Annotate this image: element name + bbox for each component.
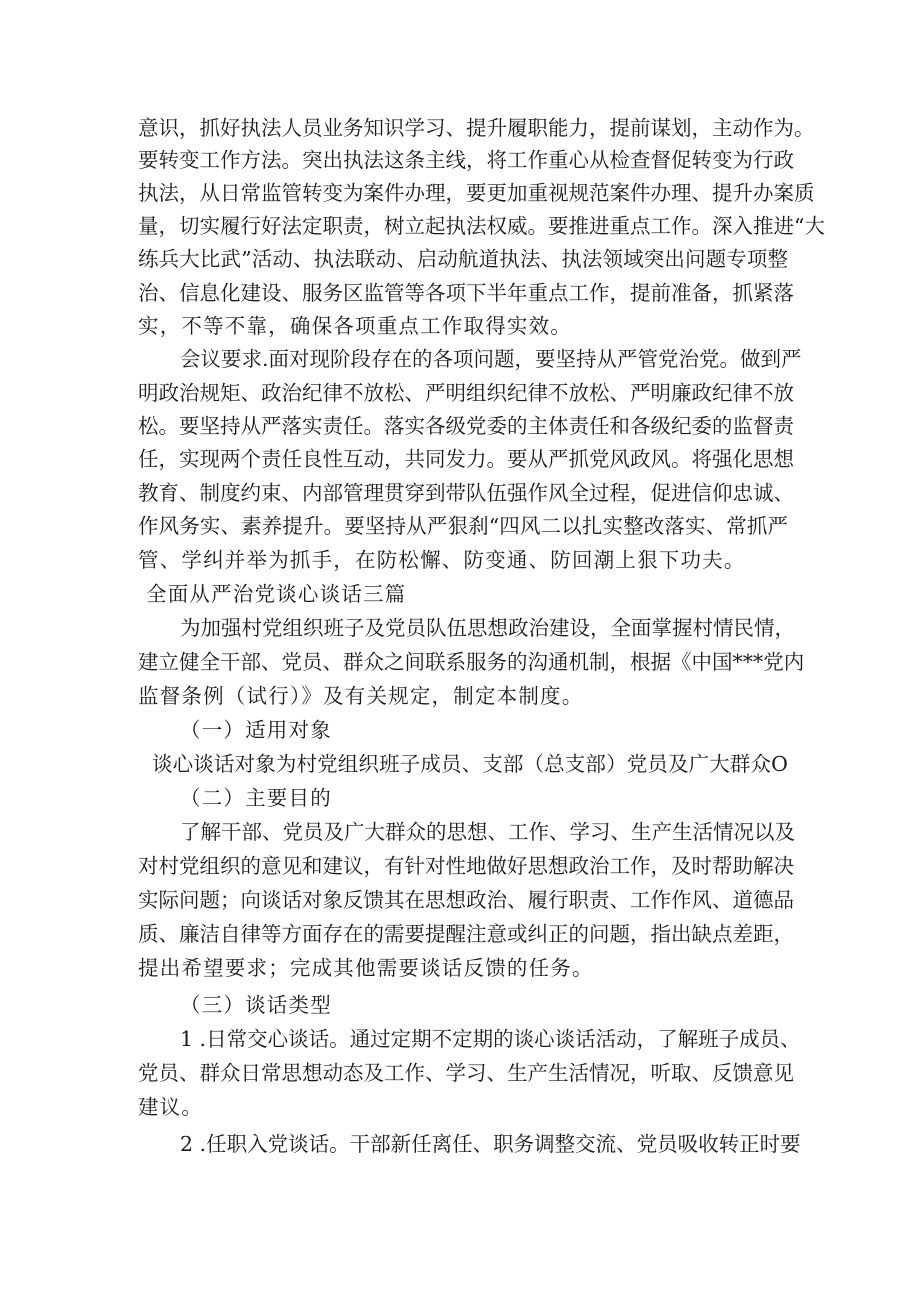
paragraph-line: 明政治规矩、政治纪律不放松、严明组织纪律不放松、严明廉政纪律不放: [138, 381, 794, 405]
section-title: 全面从严治党谈心谈话三篇: [146, 582, 407, 606]
paragraph-line: 质、廉洁自律等方面存在的需要提醒注意或纠正的问题，指出缺点差距，: [138, 922, 794, 946]
paragraph-line: 了解干部、党员及广大群众的思想、工作、学习、生产生活情况以及: [180, 820, 795, 844]
paragraph-line: 2 .任职入党谈话。干部新任离任、职务调整交流、党员吸收转正时要: [180, 1132, 801, 1156]
paragraph-line: 谈心谈话对象为村党组织班子成员、支部（总支部）党员及广大群众O: [152, 752, 788, 776]
paragraph-line: 会议要求.面对现阶段存在的各项问题，要坚持从严管党治党。做到严: [180, 347, 802, 371]
paragraph-line: 量，切实履行好法定职责，树立起执法权威。要推进重点工作。深入推进“大: [138, 214, 825, 238]
paragraph-line: 作风务实、素养提升。要坚持从严狠刹“四风二以扎实整改落实、常抓严: [138, 514, 788, 538]
paragraph-line: 对村党组织的意见和建议，有针对性地做好思想政治工作，及时帮助解决: [138, 854, 794, 878]
subsection-heading: （三）谈话类型: [180, 993, 332, 1017]
subsection-heading: （二）主要目的: [180, 786, 332, 810]
paragraph-line: 练兵大比武”活动、执法联动、启动航道执法、执法领域突出问题专项整: [138, 247, 788, 271]
paragraph-line: 要转变工作方法。突出执法这条主线，将工作重心从检查督促转变为行政: [138, 148, 794, 172]
paragraph-line: 教育、制度约束、内部管理贯穿到带队伍强作风全过程，促进信仰忠诚、: [138, 481, 794, 505]
paragraph-line: 管、学纠并举为抓手，在防松懈、防变通、防回潮上狠下功夫。: [138, 548, 746, 572]
paragraph-line: 治、信息化建设、服务区监管等各项下半年重点工作，提前准备，抓紧落: [138, 281, 794, 305]
paragraph-line: 1 .日常交心谈话。通过定期不定期的谈心谈话活动，了解班子成员、: [180, 1027, 801, 1051]
paragraph-line: 意识，抓好执法人员业务知识学习、提升履职能力，提前谋划，主动作为。: [138, 116, 815, 140]
paragraph-line: 实际问题；向谈话对象反馈其在思想政治、履行职责、工作作风、道德品: [138, 888, 794, 912]
paragraph-line: 为加强村党组织班子及党员队伍思想政治建设，全面掌握村情民情，: [180, 616, 795, 640]
paragraph-line: 任，实现两个责任良性互动，共同发力。要从严抓党风政风。将强化思想: [138, 447, 794, 471]
paragraph-line: 监督条例（试行）》及有关规定，制定本制度。: [138, 684, 584, 708]
paragraph-line: 松。要坚持从严落实责任。落实各级党委的主体责任和各级纪委的监督责: [138, 414, 794, 438]
paragraph-line: 建立健全干部、党员、群众之间联系服务的沟通机制，根据《中国***党内: [138, 650, 805, 674]
paragraph-line: 提出希望要求；完成其他需要谈话反馈的任务。: [138, 956, 594, 980]
paragraph-line: 实，不等不靠，确保各项重点工作取得实效。: [138, 314, 572, 338]
paragraph-line: 执法，从日常监管转变为案件办理，要更加重视规范案件办理、提升办案质: [138, 181, 815, 205]
subsection-heading: （一）适用对象: [180, 718, 332, 742]
paragraph-line: 建议。: [138, 1095, 204, 1119]
paragraph-line: 党员、群众日常思想动态及工作、学习、生产生活情况，听取、反馈意见: [138, 1061, 794, 1085]
